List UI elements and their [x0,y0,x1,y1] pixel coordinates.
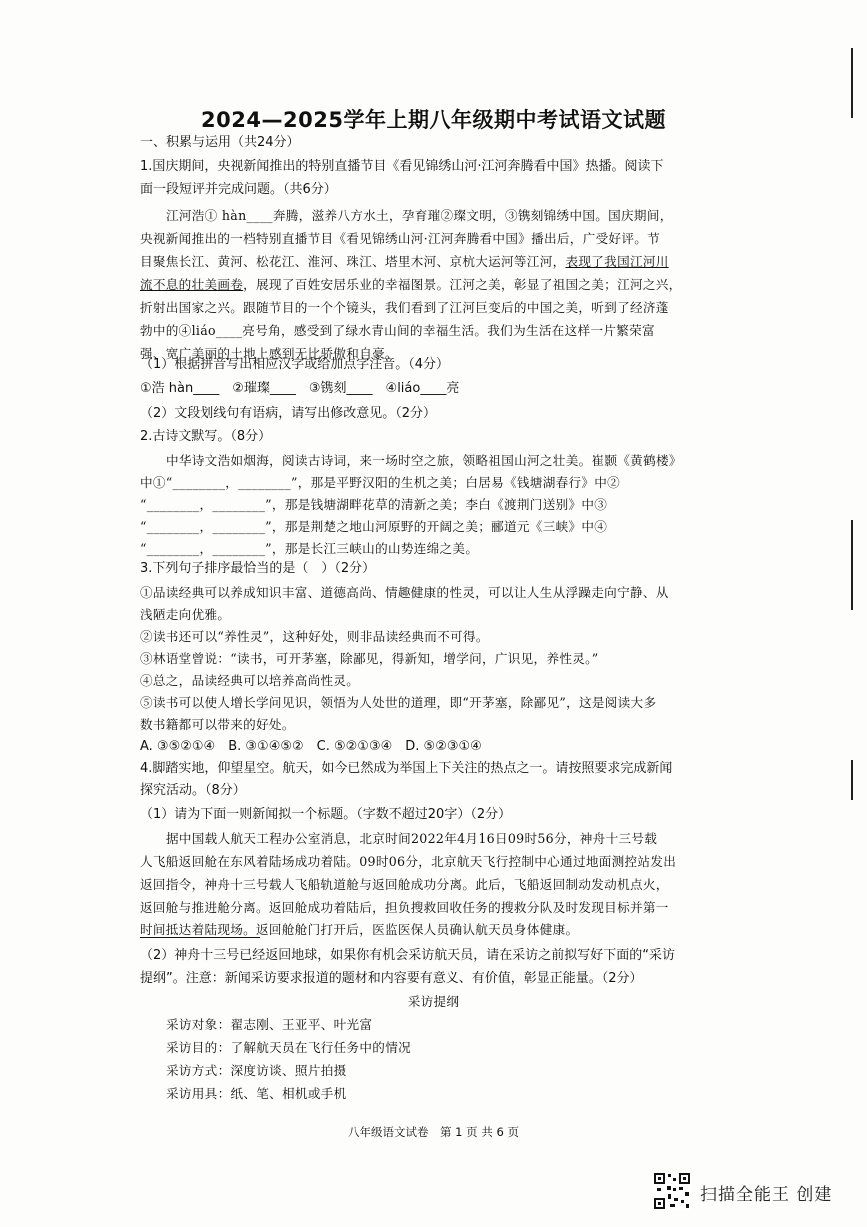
passage-line: 折射出国家之兴。跟随节目的一个个镜头，我们看到了江河巨变后的中国之美，听到了经济蓬 [140,300,669,315]
underlined-sentence: 表现了我国江河川 [565,254,669,269]
question-4-cont: 探究活动。（8分） [140,783,246,798]
section-heading: 一、积累与运用（共24分） [140,135,300,150]
passage-line: 强、宽广美丽的土地上感到无比骄傲和自豪。 [140,346,398,361]
outline-item: 采访目的：了解航天员在飞行任务中的情况 [166,1040,411,1055]
question-4-2: （2）神舟十三号已经返回地球，如果你有机会采访航天员，请在采访之前拟写好下面的“采访 [140,948,676,963]
news-line: 返回指令，神舟十三号载人飞船轨道舱与返回舱成功分离。此后，飞船返回制动发动机点火， [140,877,669,892]
scan-edge-mark [851,760,853,800]
option-sentence: ②读书还可以“养性灵”，这种好处，则非品读经典而不可得。 [140,629,489,644]
scan-edge-mark [851,520,853,610]
question-1-1-answers: ①浩 hàn____ ②璀璨____ ③镌刻____ ④liáo____亮 [140,381,460,396]
news-line: 人飞船返回舱在东风着陆场成功着陆。09时06分，北京航天飞行控制中心通过地面测控站发出 [140,854,677,869]
option-sentence: ④总之，品读经典可以培养高尚性灵。 [140,673,360,688]
poetry-line: “________，________”，那是长江三峡山的山势连绵之美。 [140,541,479,556]
option-sentence: ⑤读书可以使人增长学问见识，领悟为人处世的道理，即“开茅塞，除鄙见”，这是阅读大多 [140,695,657,710]
page-footer: 八年级语文试卷 第 1 页 共 6 页 [348,1125,519,1139]
exam-title: 2024—2025学年上期八年级期中考试语文试题 [201,108,666,132]
option-sentence: ①品读经典可以养成知识丰富、道德高尚、情趣健康的性灵，可以让人生从浮躁走向宁静、从 [140,585,669,600]
passage-line: 流不息的壮美画卷，展现了百姓安居乐业的幸福图景。江河之美，彰显了祖国之美；江河之兴， [140,277,682,292]
option-sentence: 浅陋走向优雅。 [140,607,231,622]
scanner-watermark: 扫描全能王 创建 [700,1185,833,1205]
section-divider [140,937,260,938]
news-line: 据中国载人航天工程办公室消息，北京时间2022年4月16日09时56分，神舟十三号载 [166,831,658,846]
news-line: 时间抵达着陆现场。返回舱舱门打开后，医监医保人员确认航天员身体健康。 [140,922,579,937]
poetry-line: “________，________”，那是荆楚之地山河原野的开阔之美；郦道元《三峡》中④ [140,519,608,534]
poetry-line: 中华诗文浩如烟海，阅读古诗词，来一场时空之旅，领略祖国山河之壮美。崔颢《黄鹤楼》 [166,453,682,468]
answer-choices: A. ③⑤②①④ B. ③①④⑤② C. ⑤②①③④ D. ⑤②③①④ [140,739,482,754]
news-line: 返回舱与推进舱分离。返回舱成功着陆后，担负搜救回收任务的搜救分队及时发现目标并第一 [140,900,669,915]
passage-line: 目聚焦长江、黄河、松花江、淮河、珠江、塔里木河、京杭大运河等江河，表现了我国江河川 [140,254,669,269]
passage-line: 勃中的④liáo____亮号角，感受到了绿水青山间的幸福生活。我们为生活在这样一片繁荣富 [140,323,655,338]
poetry-line: “________，________”，那是钱塘湖畔花草的清新之美；李白《渡荆门送别》中③ [140,497,608,512]
outline-item: 采访对象：翟志刚、王亚平、叶光富 [166,1017,373,1032]
underlined-sentence: 流不息的壮美画卷 [140,277,244,292]
question-2: 2.古诗文默写。（8分） [140,429,272,444]
question-1-intro-cont: 面一段短评并完成问题。（共6分） [140,182,337,197]
passage-line: 江河浩① hàn____奔腾，滋养八方水土，孕育璀②璨文明，③镌刻锦绣中国。国庆期间， [166,208,673,223]
question-1-1: （1）根据拼音写出相应汉字或给加点字注音。（4分） [140,357,450,372]
question-4-2-cont: 提纲”。注意：新闻采访要求报道的题材和内容要有意义、有价值，彰显正能量。（2分） [140,971,643,986]
question-3: 3.下列句子排序最恰当的是（ ）（2分） [140,561,376,576]
outline-item: 采访用具：纸、笔、相机或手机 [166,1086,347,1101]
question-4: 4.脚踏实地，仰望星空。航天，如今已然成为举国上下关注的热点之一。请按照要求完成新闻 [140,761,673,776]
question-1-intro: 1.国庆期间，央视新闻推出的特别直播节目《看见锦绣山河·江河奔腾看中国》热播。阅读下 [140,159,664,174]
option-sentence: ③林语堂曾说：“读书，可开茅塞，除鄙见，得新知，增学问，广识见，养性灵。” [140,651,599,666]
question-1-2: （2）文段划线句有语病，请写出修改意见。（2分） [140,406,437,421]
qr-code-icon [653,1172,691,1210]
passage-line: 央视新闻推出的一档特别直播节目《看见锦绣山河·江河奔腾看中国》播出后，广受好评。节 [140,231,661,246]
option-sentence: 数书籍都可以带来的好处。 [140,717,295,732]
outline-item: 采访方式：深度访谈、照片拍摄 [166,1063,347,1078]
outline-title: 采访提纲 [407,994,460,1009]
question-4-1: （1）请为下面一则新闻拟一个标题。（字数不超过20字）（2分） [140,807,512,822]
poetry-line: 中①“________，________”，那是平野汉阳的生机之美；白居易《钱塘湖春行》中② [140,475,621,490]
